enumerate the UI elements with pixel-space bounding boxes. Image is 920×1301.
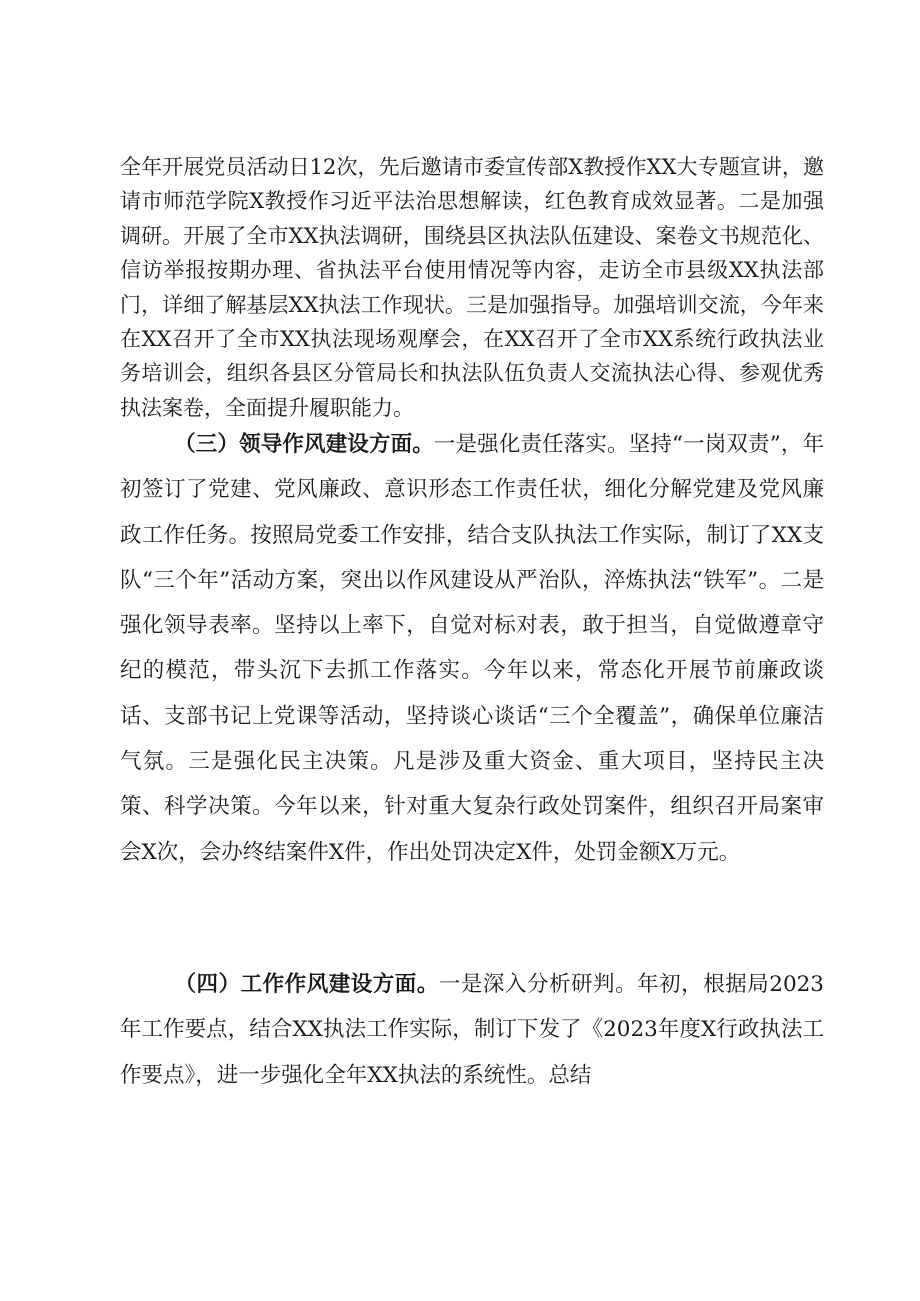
paragraph-3-text: 一是深入分析研判。年初，根据局2023年工作要点，结合XX执法工作实际，制订下发了《2023年度X行政执法工作要点》，进一步强化全年XX执法的系统性。总结 (120, 972, 824, 1088)
paragraph-1-text: 全年开展党员活动日12次，先后邀请市委宣传部X教授作XX大专题宣讲，邀请市师范学院X教授作习近平法治思想解读，红色教育成效显著。二是加强调研。开展了全市XX执法调研，围绕县区执法队伍建设、案卷文书规范化、信访举报按期办理、省执法平台使用情况等内容，走访全市县级XX执法部门，详细了解基层XX执法工作现状。三是加强指导。加强培训交流，今年来在XX召开了全市XX执法现场观摩会，在XX召开了全市XX系统行政执法业务培训会，组织各县区分管局长和执法队伍负责人交流执法心得、参观优秀执法案卷，全面提升履职能力。 (120, 155, 824, 420)
paragraph-work-style (120, 962, 824, 1098)
section-heading-leadership: （三）领导作风建设方面。 (174, 432, 434, 457)
paragraph-party-activities (120, 150, 824, 425)
section-heading-work-style: （四）工作作风建设方面。 (174, 972, 439, 997)
paragraph-2-text: 一是强化责任落实。坚持“一岗双责”，年初签订了党建、党风廉政、意识形态工作责任状，细化分解党建及党风廉政工作任务。按照局党委工作安排，结合支队执法工作实际，制订了XX支队“三个年”活动方案，突出以作风建设从严治队，淬炼执法“铁军”。二是强化领导表率。坚持以上率下，自觉对标对表，敢于担当，自觉做遵章守纪的模范，带头沉下去抓工作落实。今年以来，常态化开展节前廉政谈话、支部书记上党课等活动，坚持谈心谈话“三个全覆盖”，确保单位廉洁气氛。三是强化民主决策。凡是涉及重大资金、重大项目，坚持民主决策、科学决策。今年以来，针对重大复杂行政处罚案件，组织召开局案审会X次，会办终结案件X件，作出处罚决定X件，处罚金额X万元。 (120, 432, 824, 865)
paragraph-leadership-style (120, 422, 824, 875)
